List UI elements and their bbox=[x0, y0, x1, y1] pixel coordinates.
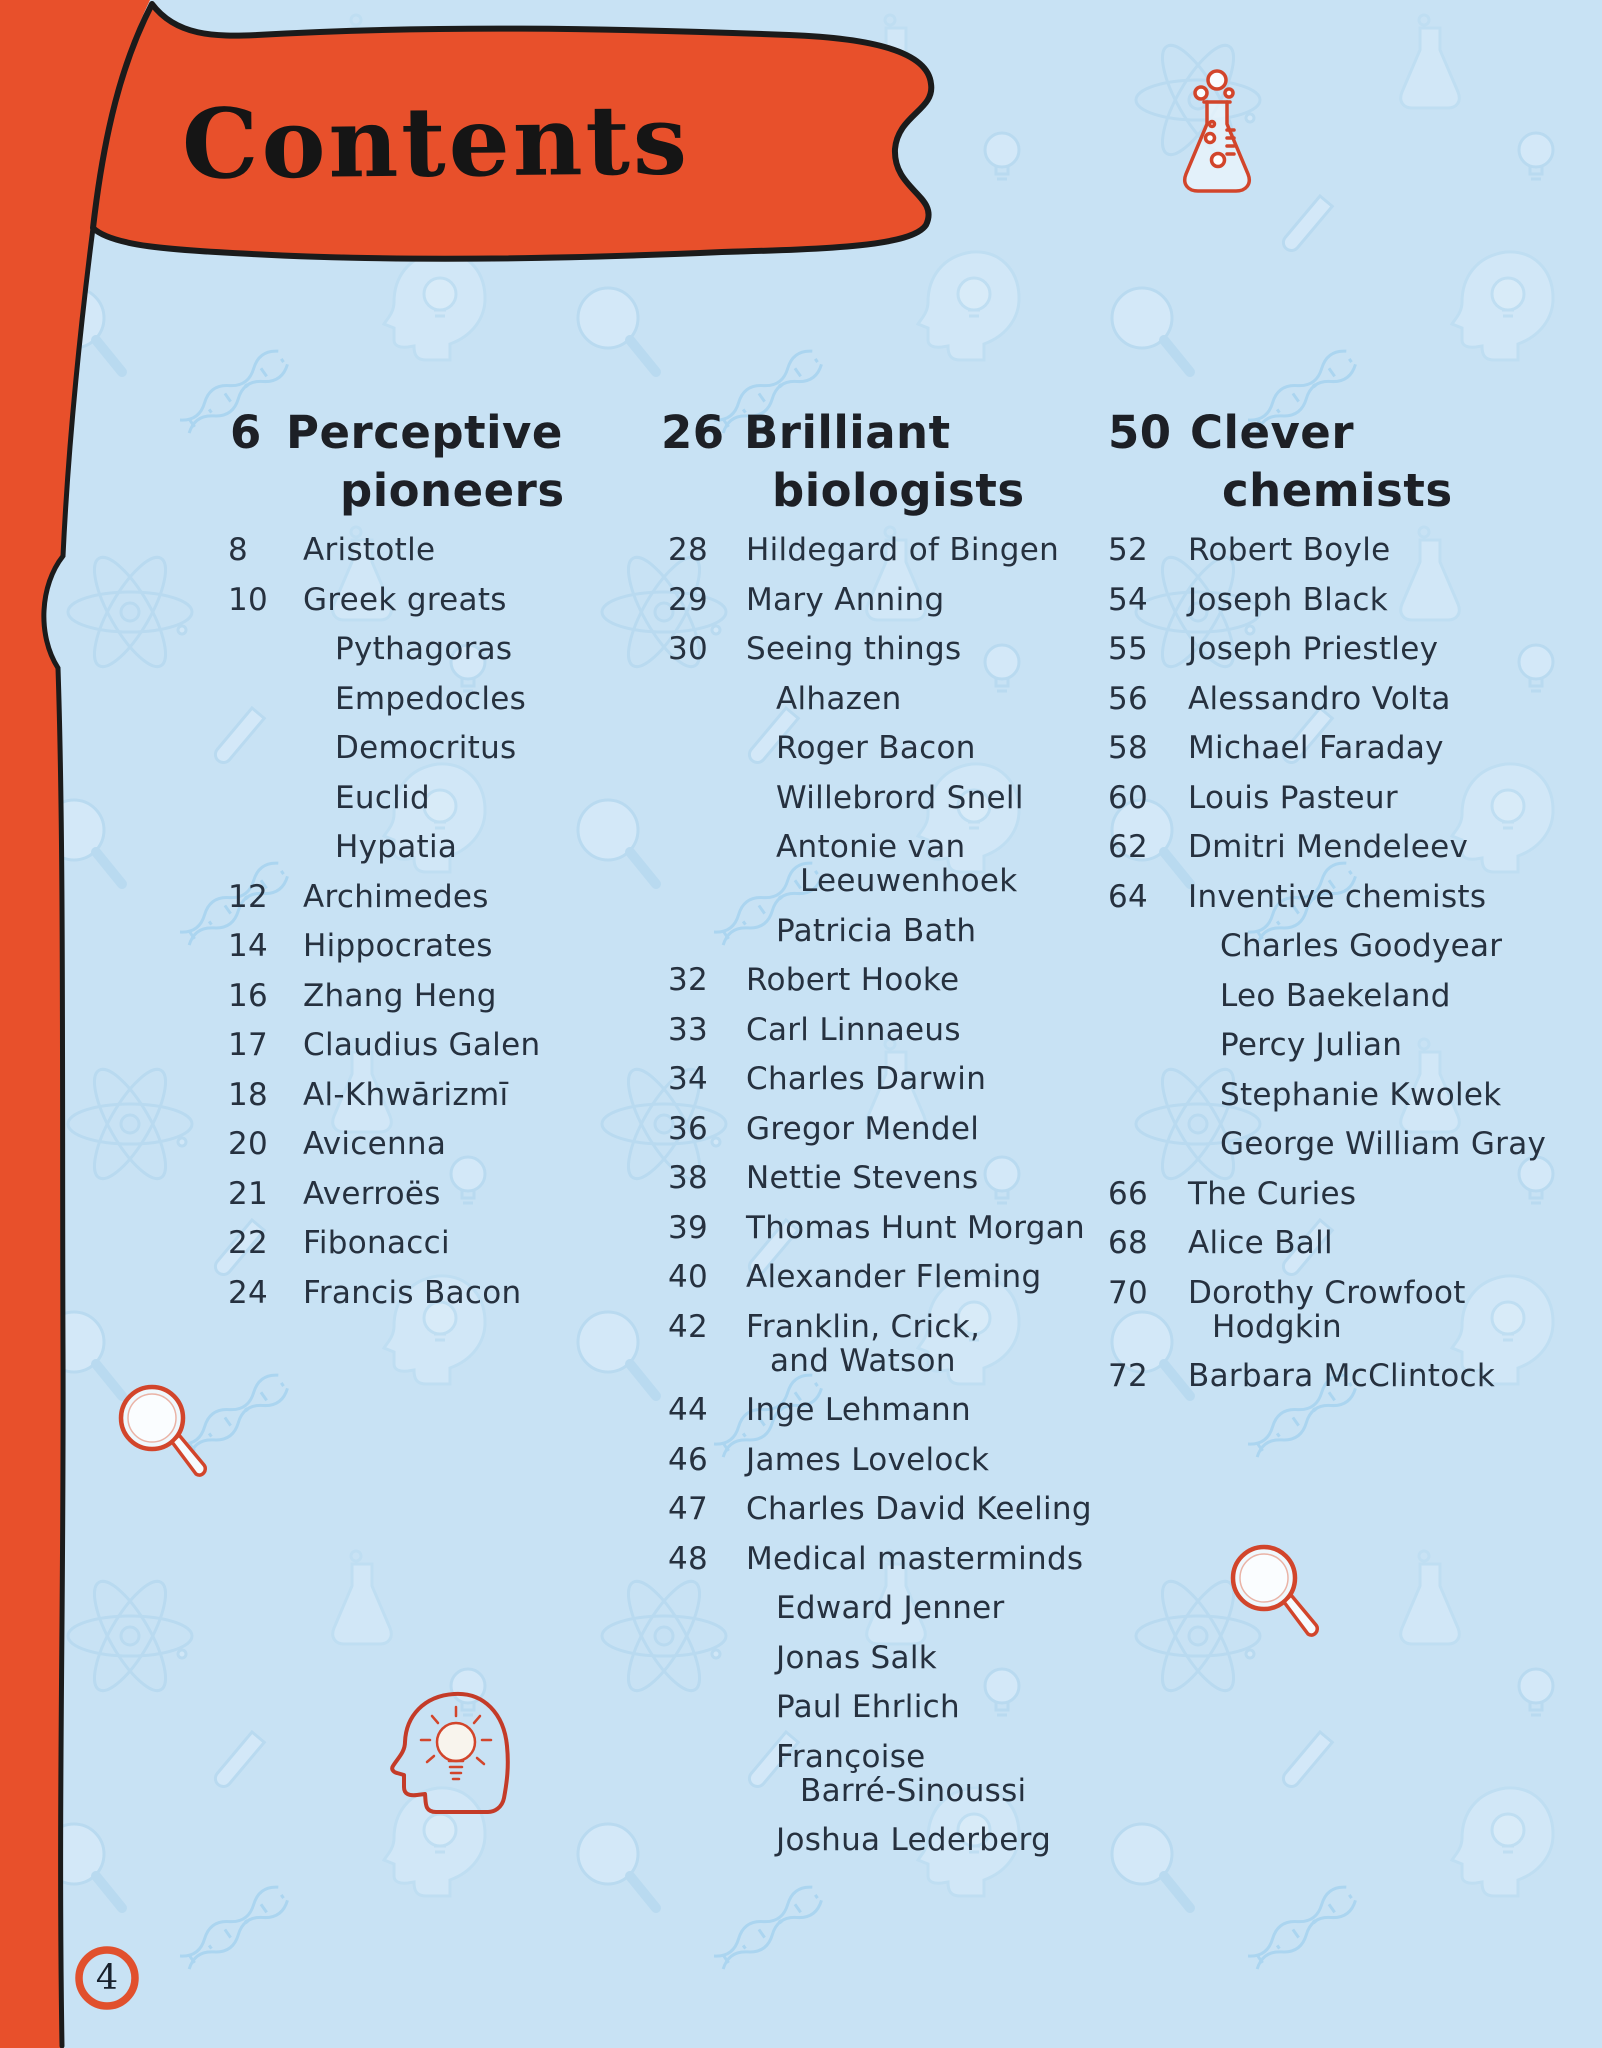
toc-entry-label: Hippocrates bbox=[303, 928, 493, 964]
toc-entry-label: Jonas Salk bbox=[776, 1639, 937, 1676]
toc-entry-label: Archimedes bbox=[303, 878, 489, 915]
toc-entry-number: 64 bbox=[1108, 878, 1149, 915]
toc-entry-number: 10 bbox=[228, 581, 269, 618]
toc-entry-label: Joseph Black bbox=[1188, 581, 1388, 618]
red-flask-icon bbox=[1176, 66, 1258, 202]
toc-entry-label: Joseph Priestley bbox=[1188, 631, 1439, 667]
toc-entry-label: Dmitri Mendeleev bbox=[1188, 829, 1469, 865]
section-number: 26 bbox=[661, 406, 725, 459]
toc-entry-number: 29 bbox=[668, 581, 709, 618]
toc-entry-label: Euclid bbox=[335, 779, 430, 816]
toc-entry-number: 40 bbox=[668, 1259, 709, 1295]
toc-entry-label: Charles David Keeling bbox=[746, 1491, 1092, 1527]
red-head-lightbulb-icon bbox=[390, 1690, 512, 1816]
toc-entry-label: Willebrord Snell bbox=[776, 779, 1024, 816]
toc-entry-label: Robert Hooke bbox=[746, 962, 960, 998]
toc-entry-label: Joshua Lederberg bbox=[776, 1822, 1052, 1858]
toc-entry-number: 34 bbox=[668, 1061, 709, 1097]
section-title-line: biologists bbox=[772, 464, 1025, 517]
toc-entry-label: Leo Baekeland bbox=[1220, 977, 1451, 1014]
toc-entry-number: 47 bbox=[668, 1491, 709, 1527]
toc-entry-label: Avicenna bbox=[303, 1126, 447, 1162]
toc-entry-label: Roger Bacon bbox=[776, 730, 976, 766]
page-title: Contents bbox=[181, 83, 691, 201]
section-title-line: pioneers bbox=[340, 464, 565, 517]
toc-entry-number: 42 bbox=[668, 1308, 709, 1345]
toc-entry-number: 30 bbox=[668, 631, 709, 667]
toc-entry-label: Edward Jenner bbox=[776, 1590, 1005, 1626]
toc-entry-label: Mary Anning bbox=[746, 581, 945, 618]
toc-entry-label: Aristotle bbox=[303, 532, 436, 568]
toc-entry-number: 54 bbox=[1108, 581, 1149, 618]
toc-entry-label: Seeing things bbox=[746, 631, 962, 667]
toc-entry-label: Nettie Stevens bbox=[746, 1160, 979, 1196]
toc-entry-number: 33 bbox=[668, 1011, 709, 1048]
toc-entry-label: Thomas Hunt Morgan bbox=[746, 1209, 1085, 1246]
left-orange-strip bbox=[0, 0, 150, 2048]
toc-entry-number: 32 bbox=[668, 962, 709, 998]
toc-entry-number: 24 bbox=[228, 1274, 269, 1311]
toc-entry-label: Alice Ball bbox=[1188, 1225, 1333, 1261]
toc-entry-number: 28 bbox=[668, 532, 709, 568]
toc-entry-number: 58 bbox=[1108, 730, 1149, 766]
toc-entry-number: 38 bbox=[668, 1160, 709, 1196]
toc-entry-number: 68 bbox=[1108, 1225, 1149, 1261]
toc-entry-number: 20 bbox=[228, 1126, 269, 1162]
toc-entry-label: Francis Bacon bbox=[303, 1274, 522, 1311]
toc-entry-number: 18 bbox=[228, 1076, 269, 1113]
toc-entry-number: 16 bbox=[228, 977, 269, 1014]
toc-entry-label: Stephanie Kwolek bbox=[1220, 1076, 1502, 1113]
toc-entry-label: Robert Boyle bbox=[1188, 532, 1391, 568]
toc-entry-label: Averroës bbox=[303, 1175, 441, 1212]
toc-entry-number: 72 bbox=[1108, 1358, 1149, 1394]
toc-entry-label: Fibonacci bbox=[303, 1225, 450, 1261]
toc-entry-label: The Curies bbox=[1188, 1175, 1357, 1212]
toc-entry-label: Alessandro Volta bbox=[1188, 680, 1451, 717]
toc-entry-number: 70 bbox=[1108, 1274, 1149, 1311]
toc-entry-number: 46 bbox=[668, 1441, 709, 1478]
toc-entry-label: Democritus bbox=[335, 730, 517, 766]
section-title-line: Clever bbox=[1190, 406, 1355, 459]
section-title-line: Brilliant bbox=[744, 406, 951, 459]
toc-entry-label: Pythagoras bbox=[335, 631, 513, 667]
toc-entry-label: Patricia Bath bbox=[776, 912, 977, 949]
toc-entry-label: Empedocles bbox=[335, 680, 527, 717]
toc-entry-label: Michael Faraday bbox=[1188, 730, 1444, 766]
toc-entry-number: 17 bbox=[228, 1027, 269, 1063]
toc-entry-number: 60 bbox=[1108, 779, 1149, 816]
toc-entry-number: 56 bbox=[1108, 680, 1149, 717]
toc-entry-number: 22 bbox=[228, 1225, 269, 1261]
toc-entry-label: George William Gray bbox=[1220, 1126, 1547, 1162]
toc-entry-label: Claudius Galen bbox=[303, 1027, 541, 1063]
toc-entry-label: Gregor Mendel bbox=[746, 1110, 980, 1147]
toc-entry-number: 62 bbox=[1108, 829, 1149, 865]
toc-entry-number: 48 bbox=[668, 1540, 709, 1577]
toc-entry-number: 66 bbox=[1108, 1175, 1149, 1212]
toc-entry-label-line2: Hodgkin bbox=[1212, 1308, 1342, 1345]
toc-entry-label: Inge Lehmann bbox=[746, 1392, 971, 1428]
page-number: 4 bbox=[95, 1958, 119, 1998]
toc-entry-label: Louis Pasteur bbox=[1188, 779, 1398, 816]
toc-entry-label: Medical masterminds bbox=[746, 1540, 1084, 1577]
toc-entry-label-line2: and Watson bbox=[770, 1342, 956, 1379]
section-title-line: chemists bbox=[1222, 464, 1453, 517]
toc-entry-number: 14 bbox=[228, 928, 269, 964]
toc-entry-label: Zhang Heng bbox=[303, 977, 497, 1014]
toc-entry-label: Franklin, Crick, bbox=[746, 1308, 981, 1345]
toc-entry-number: 55 bbox=[1108, 631, 1149, 667]
toc-entry-label: Paul Ehrlich bbox=[776, 1689, 960, 1725]
section-title-line: Perceptive bbox=[286, 406, 563, 459]
toc-entry-label-line2: Leeuwenhoek bbox=[800, 863, 1018, 899]
toc-entry-label: Antonie van bbox=[776, 829, 966, 865]
toc-entry-label: James Lovelock bbox=[746, 1441, 990, 1478]
section-number: 6 bbox=[230, 406, 262, 459]
toc-entry-number: 12 bbox=[228, 878, 269, 915]
toc-entry-number: 39 bbox=[668, 1209, 709, 1246]
toc-entry-label: Greek greats bbox=[303, 581, 507, 618]
toc-entry-label: Inventive chemists bbox=[1188, 878, 1487, 915]
section-number: 50 bbox=[1108, 406, 1172, 459]
toc-entry-label-line2: Barré-Sinoussi bbox=[800, 1772, 1027, 1809]
red-magnifier-icon bbox=[112, 1380, 212, 1495]
toc-entry-label: Dorothy Crowfoot bbox=[1188, 1274, 1466, 1311]
toc-entry-label: Alhazen bbox=[776, 680, 902, 717]
toc-entry-label: Hypatia bbox=[335, 829, 458, 865]
toc-entry-number: 21 bbox=[228, 1175, 269, 1212]
toc-entry-label: Hildegard of Bingen bbox=[746, 532, 1060, 568]
toc-entry-label: Françoise bbox=[776, 1738, 926, 1775]
toc-entry-number: 52 bbox=[1108, 532, 1149, 568]
toc-entry-label: Charles Darwin bbox=[746, 1061, 987, 1097]
red-magnifier-icon bbox=[1224, 1540, 1324, 1655]
toc-entry-label: Al-Khwārizmī bbox=[303, 1076, 509, 1113]
toc-entry-number: 44 bbox=[668, 1392, 709, 1428]
toc-entry-label: Barbara McClintock bbox=[1188, 1358, 1496, 1394]
toc-entry-label: Charles Goodyear bbox=[1220, 928, 1503, 964]
toc-entry-number: 8 bbox=[228, 532, 249, 568]
toc-entry-label: Alexander Fleming bbox=[746, 1259, 1042, 1295]
toc-entry-label: Carl Linnaeus bbox=[746, 1011, 961, 1048]
toc-entry-label: Percy Julian bbox=[1220, 1027, 1403, 1063]
toc-entry-number: 36 bbox=[668, 1110, 709, 1147]
